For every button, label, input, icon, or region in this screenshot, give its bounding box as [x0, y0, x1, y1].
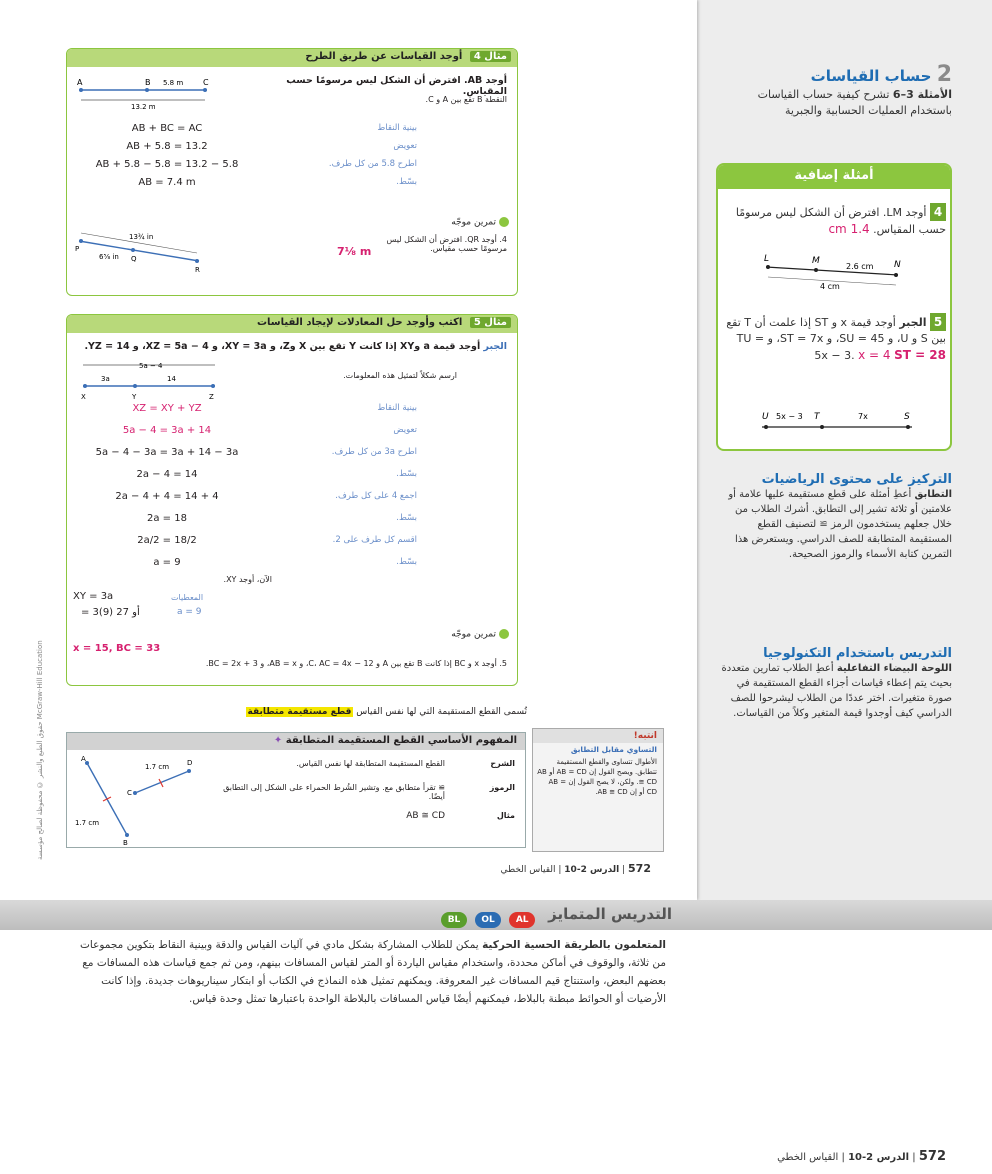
concept-text-3: AB ≅ CD: [406, 811, 445, 821]
math-content-title: التركيز على محتوى الرياضيات: [761, 472, 952, 487]
example-5-step-6-reason: بسّط.: [396, 513, 417, 523]
concept-label-3: مثال: [496, 811, 515, 820]
point-s-label: S: [904, 412, 910, 422]
sidebar-description: [716, 87, 952, 119]
bottom-lesson: الدرس 2-10: [848, 1152, 910, 1163]
example-4-step-1: [67, 123, 517, 137]
example-5-step-4-reason: بسّط.: [396, 469, 417, 479]
example-5-final-eq-2: = 3(9) أو 27: [81, 607, 140, 618]
sidebar-number: 2: [936, 62, 952, 87]
example-5-step-3-reason: اطرح 3a من كل طرف.: [331, 447, 417, 457]
example-4-guided-answer: 7⅛ m: [337, 245, 372, 258]
point-t-label: T: [814, 412, 820, 422]
example-5-step-1-reason: بينية النقاط: [377, 403, 417, 413]
example-4-step-4-reason: بسّط.: [396, 177, 417, 187]
example-5-guided-answer: x = 15, BC = 33: [73, 643, 161, 654]
ln-length-label: 4 cm: [820, 282, 840, 291]
concept-point-d: D: [187, 759, 193, 767]
concept-label-2: الرموز: [489, 783, 515, 792]
vertical-credit: حقوق الطبع والنشر © محفوظة لصالح مؤسسة McGraw-Hill Education: [36, 640, 44, 860]
example-5-step-3: [67, 447, 517, 461]
example-4-header: [67, 49, 517, 67]
sidebar-examples-label: الأمثلة 3–6: [892, 88, 952, 101]
additional-example-5-answer-2: ST = 28: [894, 348, 946, 362]
example-5-step-2-eq: 5a − 4 = 3a + 14: [122, 425, 212, 436]
footer-page-number: 572: [628, 862, 651, 875]
example-5-step-5-reason: اجمع 4 على كل طرف.: [335, 491, 417, 501]
point-b-label: B: [145, 78, 151, 87]
point-r-label: R: [195, 266, 200, 274]
point-z-label: Z: [209, 393, 214, 401]
example-4-step-2-reason: تعويض: [393, 141, 417, 151]
example-4-prompt: أوجد AB. افترض أن الشكل ليس مرسومًا حسب المقياس.: [286, 75, 507, 97]
math-content-bold: التطابق: [914, 489, 952, 500]
example-5-box: [66, 314, 518, 686]
ts-length-label: 7x: [858, 412, 868, 421]
example-4-guided-question: 4. أوجد QR. افترض أن الشكل ليس مرسومًا حسب مقياس.: [386, 235, 507, 253]
example-5-step-8-reason: بسّط.: [396, 557, 417, 567]
math-content-body: [716, 487, 952, 562]
technology-title: التدريس باستخدام التكنولوجيا: [763, 646, 952, 661]
footer-lesson: الدرس 2-10: [564, 865, 620, 875]
point-l-label: L: [764, 254, 770, 264]
bottom-title: القياس الخطي: [777, 1152, 839, 1163]
differentiated-title: التدريس المتمايز: [548, 905, 672, 923]
xy-length-label: 3a: [101, 375, 110, 383]
badge-ol: OL: [475, 912, 501, 928]
watch-out-title: انتبه!: [533, 729, 663, 743]
sidebar-heading-text: حساب القياسات: [810, 67, 932, 85]
bottom-page-number: 572: [918, 1149, 946, 1164]
example-5-step-8: [67, 557, 517, 571]
point-q-label: Q: [131, 255, 137, 263]
pr-length-label: 13¾ in: [129, 233, 154, 241]
example-5-header: [67, 315, 517, 333]
example-5-now-find: الآن، أوجد XY.: [223, 575, 272, 584]
example-5-tag: مثال 5: [470, 317, 511, 328]
additional-example-5-diagram: [758, 409, 918, 439]
concept-ab-length: 1.7 cm: [75, 819, 100, 827]
example-5-step-3-eq: 5a − 4 − 3a = 3a + 14 − 3a: [95, 447, 239, 458]
concept-text-2: ≅ تقرأ متطابق مع. وتشير الشُرط الحمراء على الشكل إلى التطابق أيضًا.: [223, 783, 445, 801]
point-x-label: X: [81, 393, 86, 401]
example-5-step-7-reason: اقسم كل طرف على 2.: [332, 535, 417, 545]
example-4-guided-diagram: [73, 225, 213, 277]
example-5-step-2: [67, 425, 517, 439]
footer-title: القياس الخطي: [500, 865, 556, 875]
concept-point-c: C: [127, 789, 132, 797]
watch-out-box: [532, 728, 664, 852]
example-4-step-4: [67, 177, 517, 191]
watch-out-subtitle: التساوي مقابل التطابق: [570, 745, 657, 754]
technology-text: أعطِ الطلاب تمارين متعددة بحيث يتم إعطاء قياسات أجزاء القطع المستقيمة في صورة متغيرات. اختر عددًا من الطلاب ليشرحوا للصف الدراسي كيف أوجدوا قيمة المتغير وكلاً من القياسات.: [721, 663, 952, 719]
badge-al: AL: [509, 912, 535, 928]
key-concept-title: المفهوم الأساسي القطع المستقيمة المتطابقة: [285, 735, 517, 746]
example-5-guided-label: تمرين موجّه: [451, 629, 509, 640]
example-5-step-1-eq: XZ = XY + YZ: [132, 403, 202, 414]
example-4-tag: مثال 4: [470, 51, 511, 62]
differentiated-body: [80, 936, 666, 1008]
example-5-givens-value: a = 9: [177, 607, 202, 617]
vocab-term: قطع مستقيمة متطابقة: [247, 707, 352, 717]
example-5-step-6-eq: 2a = 18: [147, 513, 187, 524]
key-concept-box: [66, 732, 526, 848]
example-5-algebra-label: الجبر: [483, 341, 507, 352]
example-4-step-4-eq: AB = 7.4 m: [138, 177, 196, 188]
additional-example-4: [720, 203, 946, 238]
additional-example-4-answer: 1.4 cm: [828, 222, 870, 236]
example-5-prompt-text: أوجد قيمة a وXY إذا كانت Y تقع بين X وZ، و XY = 3a، و XZ = 5a − 4، و YZ = 14.: [84, 341, 481, 352]
additional-example-5-label: الجبر: [899, 316, 927, 329]
technology-body: [716, 661, 952, 721]
example-4-step-1-eq: AB + BC = AC: [131, 123, 203, 134]
guided-practice-icon: [499, 217, 509, 227]
vocab-line: [246, 707, 527, 717]
puzzle-icon: ✦: [273, 735, 283, 746]
differentiated-instruction-bar: [0, 900, 992, 930]
math-content-focus: [716, 472, 952, 562]
point-p-label: P: [75, 245, 80, 253]
example-5-title: اكتب وأوجد حل المعادلات لإيجاد القياسات: [257, 317, 463, 328]
example-5-step-7-eq: 2a/2 = 18/2: [137, 535, 197, 546]
page-footer: 572 | الدرس 2-10 | القياس الخطي: [500, 862, 651, 875]
bc-length-label: 5.8 m: [163, 79, 184, 87]
example-5-segment-diagram: [77, 359, 227, 403]
ut-length-label: 5x − 3: [776, 412, 803, 421]
example-5-step-4: [67, 469, 517, 483]
additional-example-5-answer-1: x = 4: [858, 348, 891, 362]
example-4-box: [66, 48, 518, 296]
example-5-step-7: [67, 535, 517, 549]
differentiated-lead: المتعلمون بالطريقة الحسية الحركية: [482, 939, 666, 951]
yz-length-label: 14: [167, 375, 176, 383]
example-5-step-4-eq: 2a − 4 = 14: [136, 469, 198, 480]
sidebar-heading: [716, 62, 952, 87]
example-5-step-5-eq: 2a − 4 + 4 = 14 + 4: [115, 491, 219, 502]
concept-point-b: B: [123, 839, 128, 845]
guided-practice-icon: [499, 629, 509, 639]
concept-cd-length: 1.7 cm: [145, 763, 170, 771]
pq-length-label: 6⅝ in: [99, 253, 119, 261]
example-4-guided-label: تمرين موجّه: [451, 217, 509, 228]
example-4-segment-diagram: [75, 75, 225, 113]
bottom-footer: 572 | الدرس 2-10 | القياس الخطي: [777, 1149, 946, 1164]
point-n-label: N: [894, 260, 901, 270]
vocab-text: تُسمى القطع المستقيمة التي لها نفس القياس: [356, 707, 527, 717]
example-5-step-6: [67, 513, 517, 527]
example-5-prompt: [77, 341, 507, 352]
level-badges: [438, 907, 535, 928]
example-5-guided-question: 5. أوجد x و BC إذا كانت B تقع بين A و C، AC = 4x − 12، و AB = x، و BC = 2x + 3.: [205, 659, 507, 668]
differentiated-text: يمكن للطلاب المشاركة بشكل مادي في آليات القياس والدقة وبينية النقاط بتكوين مجموعات من ثلاثة، والوقوف في أماكن محددة، واستخدام مقياس الياردة أو المتر لقياس المسافات بينهم، ومن ثم جمع قياسات هذه المسافات مع بعضهم البعض، واستنتاج قيم المسافات غير المعروفة. ويمكنهم تمثيل هذه النماذج في الكتاب أو ابتكار سيناريوهات جديدة. وإذا كانت الأرضيات أو الحوائط مبطنة بالبلاط، فيمكنهم أيضًا قياس المسافات بالبلاطة الواحدة باعتبارها تمثل وحدة قياس.: [80, 939, 666, 1005]
example-4-title: أوجد القياسات عن طريق الطرح: [305, 51, 463, 62]
point-y-label: Y: [132, 393, 137, 401]
example-5-step-8-eq: a = 9: [153, 557, 181, 568]
additional-example-5-text: أوجد قيمة x و ST إذا علمت أن T تقع بين S و U، و SU = 45، و ST = 7x، و TU = 5x − 3.: [726, 316, 946, 362]
xz-length-label: 5a − 4: [139, 362, 163, 370]
sidebar-description-text: تشرح كيفية حساب القياسات باستخدام العمليات الحسابية والجبرية: [757, 88, 952, 117]
mn-length-label: 2.6 cm: [846, 262, 874, 271]
concept-label-1: الشرح: [490, 759, 515, 768]
concept-point-a: A: [81, 755, 86, 763]
additional-example-5-number: 5: [930, 313, 946, 331]
example-5-givens-label: المعطيات: [171, 593, 204, 602]
additional-example-4-number: 4: [930, 203, 946, 221]
example-4-step-3-reason: اطرح 5.8 من كل طرف.: [328, 159, 417, 169]
point-m-label: M: [812, 256, 820, 266]
example-4-step-2-eq: AB + 5.8 = 13.2: [126, 141, 208, 152]
sidebar-section-2: [716, 62, 952, 119]
example-4-step-1-reason: بينية النقاط: [377, 123, 417, 133]
additional-examples-box: [716, 163, 952, 451]
example-5-step-1: [67, 403, 517, 417]
additional-example-4-text: أوجد LM. افترض أن الشكل ليس مرسومًا حسب المقياس.: [735, 206, 946, 236]
point-a-label: A: [77, 78, 83, 87]
additional-examples-title: أمثلة إضافية: [718, 165, 950, 189]
point-u-label: U: [762, 412, 769, 422]
point-c-label: C: [203, 78, 209, 87]
ac-length-label: 13.2 m: [131, 103, 156, 111]
badge-bl: BL: [441, 912, 467, 928]
concept-text-1: القطع المستقيمة المتطابقة لها نفس القياس.: [296, 759, 445, 768]
additional-example-4-diagram: [758, 253, 908, 293]
watch-out-body: الأطوال تتساوى والقطع المستقيمة تتطابق. ويصح القول إن AB = CD أو AB ≅ CD. ولكن، لا يصح القول إن AB = CD أو إن AB ≅ CD.: [537, 758, 657, 796]
example-4-step-3-eq: AB + 5.8 − 5.8 = 13.2 − 5.8: [95, 159, 239, 170]
example-5-step-2-reason: تعويض: [393, 425, 417, 435]
example-4-step-3: [67, 159, 517, 173]
example-5-sketch-note: ارسم شكلاً لتمثيل هذه المعلومات.: [343, 371, 457, 380]
math-content-text: أعطِ أمثلة على قطع مستقيمة عليها علامة أو علامتين أو ثلاثة تشير إلى التطابق. أشرك الطلاب من خلال جعلهم يستخدمون الرمز ≅ لتصنيف القطع المستقيمة المتطابقة للصف الدراسي. ويستعرض هذا التمرين كتابة الأسماء والرموز الصحيحة.: [728, 489, 952, 560]
additional-example-5: [720, 313, 946, 364]
example-4-step-2: [67, 141, 517, 155]
concept-diagram: [73, 755, 203, 845]
key-concept-header: [67, 733, 525, 750]
example-4-note: النقطة B تقع بين A و C.: [425, 95, 507, 104]
technology-bold: اللوحة البيضاء التفاعلية: [836, 663, 952, 674]
example-5-final-eq-1: XY = 3a: [73, 591, 114, 602]
teaching-technology: [716, 646, 952, 721]
example-5-step-5: [67, 491, 517, 505]
